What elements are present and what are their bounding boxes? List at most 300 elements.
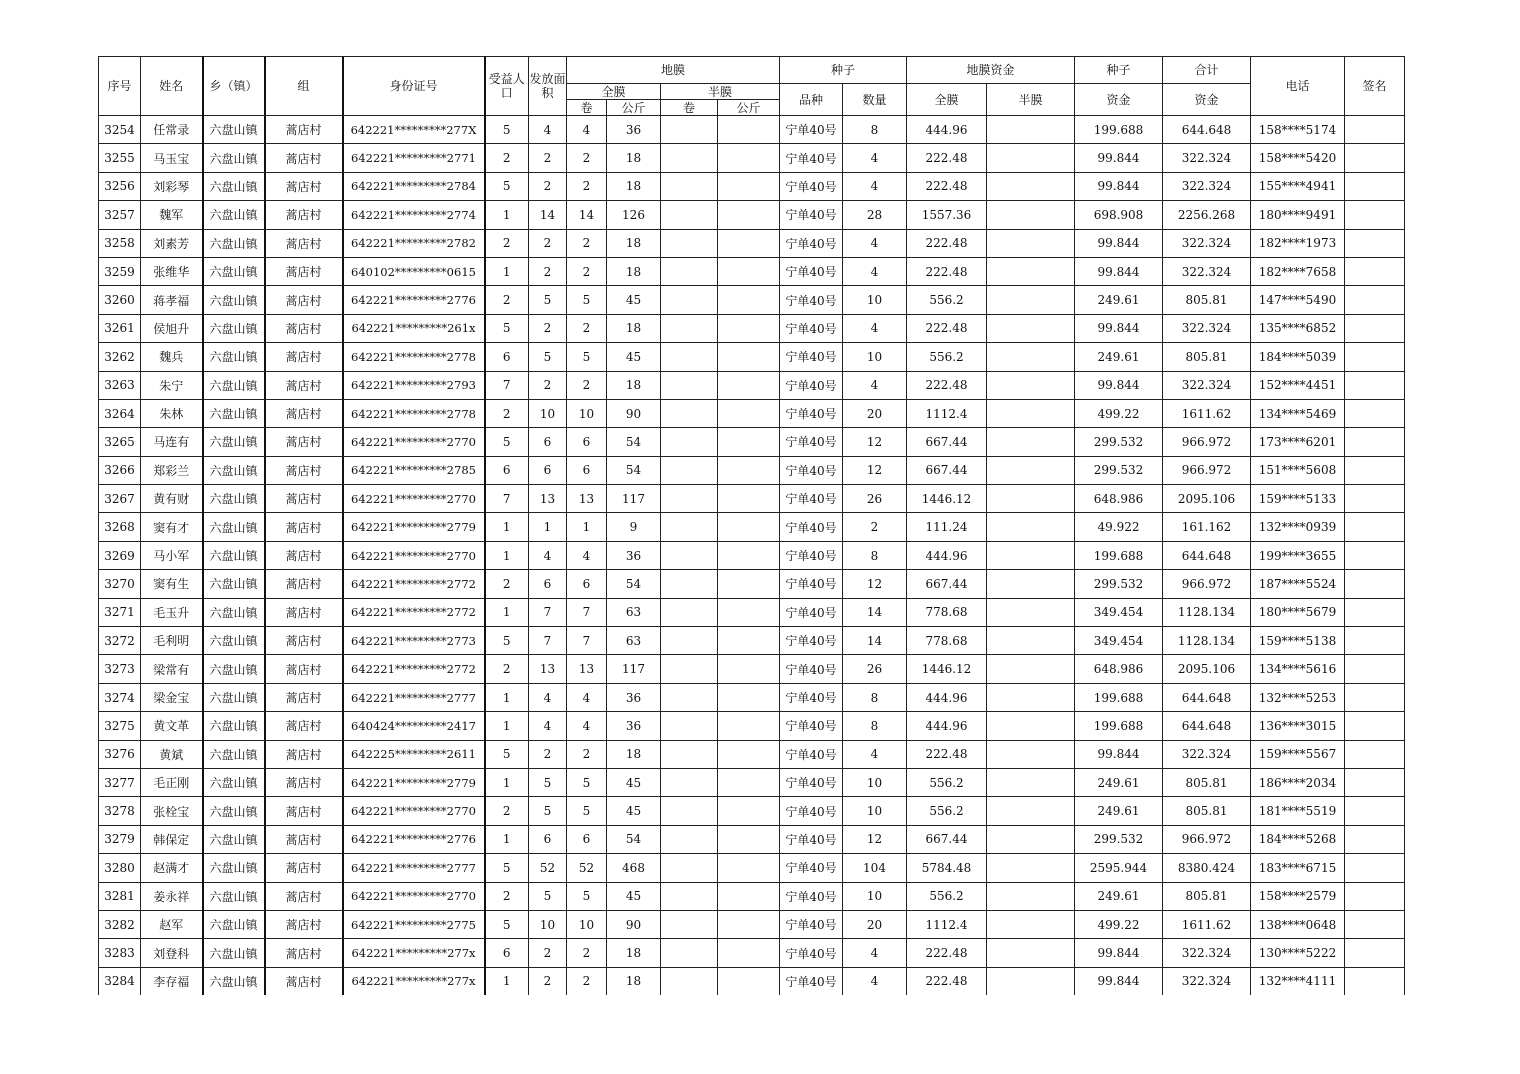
cell-total-fund: 1128.134	[1163, 627, 1251, 655]
cell-seq: 3254	[99, 116, 141, 144]
cell-id: 642221*********2785	[343, 456, 485, 484]
col-group-header: 组	[265, 57, 343, 116]
cell-quantity: 10	[843, 768, 907, 796]
cell-quantity: 8	[843, 683, 907, 711]
cell-id: 642221*********277x	[343, 939, 485, 967]
table-row	[99, 627, 1405, 655]
cell-quantity: 14	[843, 598, 907, 626]
cell-seed-fund: 99.844	[1075, 257, 1163, 285]
table-row	[99, 456, 1405, 484]
cell-signature	[1345, 456, 1405, 484]
cell-half-kg	[718, 712, 780, 740]
cell-half-kg	[718, 825, 780, 853]
cell-fund-half	[987, 939, 1075, 967]
cell-full-roll: 13	[567, 485, 607, 513]
cell-id: 642221*********261x	[343, 314, 485, 342]
cell-seq: 3269	[99, 541, 141, 569]
table-row	[99, 768, 1405, 796]
cell-fund-half	[987, 428, 1075, 456]
cell-full-roll: 4	[567, 683, 607, 711]
cell-variety: 宁单40号	[780, 910, 843, 938]
cell-group: 蒿店村	[265, 456, 343, 484]
cell-half-roll	[661, 627, 718, 655]
cell-full-kg: 18	[607, 229, 661, 257]
cell-phone: 187****5524	[1251, 570, 1345, 598]
cell-id: 642221*********277x	[343, 967, 485, 995]
cell-fund-half	[987, 116, 1075, 144]
table-row	[99, 541, 1405, 569]
cell-id: 640102*********0615	[343, 257, 485, 285]
cell-quantity: 26	[843, 485, 907, 513]
cell-group: 蒿店村	[265, 371, 343, 399]
cell-half-kg	[718, 740, 780, 768]
cell-fund-half	[987, 144, 1075, 172]
cell-area: 5	[529, 768, 567, 796]
cell-beneficiaries: 2	[485, 229, 529, 257]
cell-total-fund: 161.162	[1163, 513, 1251, 541]
cell-phone: 159****5138	[1251, 627, 1345, 655]
cell-full-roll: 5	[567, 343, 607, 371]
cell-full-roll: 6	[567, 825, 607, 853]
col-full-roll-header: 卷	[567, 100, 607, 116]
cell-variety: 宁单40号	[780, 854, 843, 882]
table-row	[99, 598, 1405, 626]
cell-seq: 3279	[99, 825, 141, 853]
cell-area: 2	[529, 144, 567, 172]
cell-name: 刘彩琴	[141, 172, 203, 200]
cell-seq: 3268	[99, 513, 141, 541]
cell-name: 郑彩兰	[141, 456, 203, 484]
cell-phone: 181****5519	[1251, 797, 1345, 825]
cell-group: 蒿店村	[265, 797, 343, 825]
cell-full-roll: 52	[567, 854, 607, 882]
cell-quantity: 4	[843, 371, 907, 399]
col-id-header: 身份证号	[343, 57, 485, 116]
cell-total-fund: 805.81	[1163, 882, 1251, 910]
cell-fund-half	[987, 967, 1075, 995]
cell-half-kg	[718, 343, 780, 371]
cell-half-kg	[718, 513, 780, 541]
table-row	[99, 485, 1405, 513]
cell-seq: 3262	[99, 343, 141, 371]
cell-half-kg	[718, 172, 780, 200]
cell-seed-fund: 99.844	[1075, 939, 1163, 967]
cell-fund-full: 1446.12	[907, 485, 987, 513]
cell-quantity: 4	[843, 939, 907, 967]
cell-township: 六盘山镇	[203, 939, 265, 967]
cell-total-fund: 322.324	[1163, 740, 1251, 768]
cell-full-roll: 7	[567, 598, 607, 626]
cell-fund-full: 222.48	[907, 939, 987, 967]
cell-full-kg: 18	[607, 257, 661, 285]
cell-seed-fund: 698.908	[1075, 201, 1163, 229]
cell-full-roll: 1	[567, 513, 607, 541]
cell-full-roll: 10	[567, 910, 607, 938]
cell-seq: 3284	[99, 967, 141, 995]
cell-full-kg: 36	[607, 683, 661, 711]
cell-full-roll: 5	[567, 768, 607, 796]
cell-full-roll: 2	[567, 172, 607, 200]
col-variety-header: 品种	[780, 84, 843, 116]
cell-phone: 158****5420	[1251, 144, 1345, 172]
cell-name: 黄有财	[141, 485, 203, 513]
cell-fund-full: 222.48	[907, 172, 987, 200]
cell-half-roll	[661, 513, 718, 541]
col-seed-fund-header: 资金	[1075, 84, 1163, 116]
cell-signature	[1345, 910, 1405, 938]
cell-half-kg	[718, 598, 780, 626]
cell-signature	[1345, 144, 1405, 172]
cell-half-kg	[718, 939, 780, 967]
cell-township: 六盘山镇	[203, 797, 265, 825]
cell-beneficiaries: 5	[485, 428, 529, 456]
cell-signature	[1345, 882, 1405, 910]
cell-township: 六盘山镇	[203, 343, 265, 371]
cell-group: 蒿店村	[265, 882, 343, 910]
cell-fund-full: 778.68	[907, 598, 987, 626]
cell-group: 蒿店村	[265, 201, 343, 229]
cell-quantity: 4	[843, 967, 907, 995]
col-mulch-header: 地膜	[567, 57, 780, 84]
cell-seq: 3276	[99, 740, 141, 768]
col-full-film-header: 全膜	[567, 84, 661, 100]
cell-fund-full: 222.48	[907, 144, 987, 172]
cell-area: 13	[529, 485, 567, 513]
cell-half-roll	[661, 485, 718, 513]
cell-fund-full: 222.48	[907, 314, 987, 342]
cell-fund-full: 556.2	[907, 768, 987, 796]
cell-phone: 180****9491	[1251, 201, 1345, 229]
cell-township: 六盘山镇	[203, 967, 265, 995]
cell-fund-half	[987, 598, 1075, 626]
cell-group: 蒿店村	[265, 598, 343, 626]
cell-fund-full: 222.48	[907, 740, 987, 768]
cell-id: 642221*********2770	[343, 797, 485, 825]
cell-township: 六盘山镇	[203, 172, 265, 200]
cell-full-kg: 18	[607, 939, 661, 967]
cell-fund-half	[987, 882, 1075, 910]
cell-signature	[1345, 428, 1405, 456]
cell-seq: 3270	[99, 570, 141, 598]
cell-fund-full: 556.2	[907, 797, 987, 825]
cell-fund-half	[987, 201, 1075, 229]
cell-group: 蒿店村	[265, 854, 343, 882]
cell-total-fund: 2095.106	[1163, 485, 1251, 513]
table-row	[99, 428, 1405, 456]
cell-half-roll	[661, 797, 718, 825]
cell-township: 六盘山镇	[203, 485, 265, 513]
cell-id: 642221*********2773	[343, 627, 485, 655]
cell-variety: 宁单40号	[780, 570, 843, 598]
cell-phone: 183****6715	[1251, 854, 1345, 882]
cell-name: 梁常有	[141, 655, 203, 683]
cell-beneficiaries: 1	[485, 768, 529, 796]
table-row	[99, 314, 1405, 342]
cell-seed-fund: 99.844	[1075, 967, 1163, 995]
cell-seed-fund: 2595.944	[1075, 854, 1163, 882]
cell-seed-fund: 499.22	[1075, 910, 1163, 938]
cell-seed-fund: 249.61	[1075, 343, 1163, 371]
cell-full-kg: 90	[607, 399, 661, 427]
cell-township: 六盘山镇	[203, 286, 265, 314]
cell-seq: 3283	[99, 939, 141, 967]
cell-fund-half	[987, 768, 1075, 796]
cell-township: 六盘山镇	[203, 541, 265, 569]
cell-full-kg: 45	[607, 343, 661, 371]
cell-seed-fund: 99.844	[1075, 144, 1163, 172]
cell-full-roll: 5	[567, 797, 607, 825]
cell-full-roll: 2	[567, 314, 607, 342]
cell-beneficiaries: 1	[485, 541, 529, 569]
cell-variety: 宁单40号	[780, 939, 843, 967]
cell-seq: 3280	[99, 854, 141, 882]
cell-signature	[1345, 854, 1405, 882]
cell-quantity: 10	[843, 797, 907, 825]
cell-half-roll	[661, 598, 718, 626]
cell-signature	[1345, 939, 1405, 967]
cell-id: 642221*********2782	[343, 229, 485, 257]
cell-fund-half	[987, 797, 1075, 825]
cell-seed-fund: 249.61	[1075, 768, 1163, 796]
cell-full-roll: 2	[567, 229, 607, 257]
cell-seq: 3271	[99, 598, 141, 626]
cell-group: 蒿店村	[265, 967, 343, 995]
cell-fund-half	[987, 399, 1075, 427]
cell-name: 毛玉升	[141, 598, 203, 626]
cell-phone: 158****5174	[1251, 116, 1345, 144]
cell-fund-full: 444.96	[907, 712, 987, 740]
cell-quantity: 2	[843, 513, 907, 541]
cell-township: 六盘山镇	[203, 513, 265, 541]
cell-id: 642221*********2771	[343, 144, 485, 172]
cell-full-kg: 18	[607, 314, 661, 342]
cell-seed-fund: 249.61	[1075, 286, 1163, 314]
cell-total-fund: 644.648	[1163, 116, 1251, 144]
table-row	[99, 116, 1405, 144]
cell-beneficiaries: 5	[485, 116, 529, 144]
cell-phone: 134****5469	[1251, 399, 1345, 427]
cell-fund-half	[987, 541, 1075, 569]
cell-area: 2	[529, 740, 567, 768]
cell-total-fund: 805.81	[1163, 343, 1251, 371]
cell-half-roll	[661, 144, 718, 172]
cell-phone: 135****6852	[1251, 314, 1345, 342]
cell-phone: 130****5222	[1251, 939, 1345, 967]
cell-group: 蒿店村	[265, 570, 343, 598]
cell-name: 赵军	[141, 910, 203, 938]
cell-full-roll: 2	[567, 371, 607, 399]
cell-id: 642221*********2770	[343, 882, 485, 910]
cell-township: 六盘山镇	[203, 201, 265, 229]
cell-full-kg: 54	[607, 825, 661, 853]
cell-total-fund: 322.324	[1163, 967, 1251, 995]
col-signature-header: 签名	[1345, 57, 1405, 116]
cell-name: 姜永祥	[141, 882, 203, 910]
col-area-header: 发放面积	[529, 57, 567, 116]
cell-beneficiaries: 2	[485, 286, 529, 314]
col-seed-fund-group-header: 种子	[1075, 57, 1163, 84]
cell-name: 窦有生	[141, 570, 203, 598]
cell-area: 4	[529, 712, 567, 740]
cell-signature	[1345, 712, 1405, 740]
table-row	[99, 144, 1405, 172]
cell-area: 2	[529, 314, 567, 342]
cell-phone: 152****4451	[1251, 371, 1345, 399]
cell-township: 六盘山镇	[203, 428, 265, 456]
cell-township: 六盘山镇	[203, 683, 265, 711]
cell-total-fund: 1611.62	[1163, 910, 1251, 938]
cell-variety: 宁单40号	[780, 598, 843, 626]
cell-group: 蒿店村	[265, 399, 343, 427]
cell-half-roll	[661, 257, 718, 285]
cell-township: 六盘山镇	[203, 712, 265, 740]
cell-group: 蒿店村	[265, 343, 343, 371]
cell-variety: 宁单40号	[780, 797, 843, 825]
cell-variety: 宁单40号	[780, 627, 843, 655]
cell-variety: 宁单40号	[780, 513, 843, 541]
cell-full-kg: 117	[607, 485, 661, 513]
cell-half-roll	[661, 172, 718, 200]
cell-beneficiaries: 1	[485, 257, 529, 285]
cell-half-kg	[718, 655, 780, 683]
cell-full-kg: 18	[607, 967, 661, 995]
cell-beneficiaries: 1	[485, 683, 529, 711]
cell-half-kg	[718, 286, 780, 314]
cell-full-kg: 117	[607, 655, 661, 683]
cell-full-kg: 468	[607, 854, 661, 882]
cell-id: 642221*********2777	[343, 854, 485, 882]
table-row	[99, 257, 1405, 285]
cell-id: 642221*********2770	[343, 428, 485, 456]
col-mulch-fund-header: 地膜资金	[907, 57, 1075, 84]
cell-full-roll: 10	[567, 399, 607, 427]
table-row	[99, 683, 1405, 711]
cell-beneficiaries: 1	[485, 201, 529, 229]
cell-fund-half	[987, 825, 1075, 853]
cell-seq: 3282	[99, 910, 141, 938]
cell-area: 14	[529, 201, 567, 229]
cell-seq: 3265	[99, 428, 141, 456]
cell-total-fund: 966.972	[1163, 456, 1251, 484]
cell-name: 韩保定	[141, 825, 203, 853]
cell-group: 蒿店村	[265, 910, 343, 938]
cell-seq: 3259	[99, 257, 141, 285]
cell-beneficiaries: 6	[485, 939, 529, 967]
cell-half-kg	[718, 229, 780, 257]
cell-name: 魏军	[141, 201, 203, 229]
cell-variety: 宁单40号	[780, 456, 843, 484]
cell-full-kg: 36	[607, 712, 661, 740]
cell-id: 642221*********2793	[343, 371, 485, 399]
table-row	[99, 712, 1405, 740]
cell-total-fund: 8380.424	[1163, 854, 1251, 882]
cell-township: 六盘山镇	[203, 257, 265, 285]
cell-total-fund: 322.324	[1163, 314, 1251, 342]
cell-fund-full: 778.68	[907, 627, 987, 655]
table-row	[99, 910, 1405, 938]
cell-seed-fund: 99.844	[1075, 229, 1163, 257]
cell-fund-half	[987, 712, 1075, 740]
cell-township: 六盘山镇	[203, 768, 265, 796]
cell-seq: 3272	[99, 627, 141, 655]
cell-half-kg	[718, 201, 780, 229]
cell-variety: 宁单40号	[780, 286, 843, 314]
table-row	[99, 939, 1405, 967]
cell-beneficiaries: 5	[485, 854, 529, 882]
cell-full-roll: 14	[567, 201, 607, 229]
cell-fund-half	[987, 740, 1075, 768]
cell-full-roll: 4	[567, 541, 607, 569]
cell-quantity: 4	[843, 144, 907, 172]
cell-area: 5	[529, 797, 567, 825]
cell-variety: 宁单40号	[780, 428, 843, 456]
cell-full-kg: 18	[607, 740, 661, 768]
cell-seed-fund: 49.922	[1075, 513, 1163, 541]
col-half-roll-header: 卷	[661, 100, 718, 116]
cell-area: 2	[529, 229, 567, 257]
cell-beneficiaries: 1	[485, 513, 529, 541]
cell-half-kg	[718, 683, 780, 711]
cell-full-kg: 54	[607, 428, 661, 456]
cell-group: 蒿店村	[265, 257, 343, 285]
cell-total-fund: 1128.134	[1163, 598, 1251, 626]
cell-fund-full: 667.44	[907, 825, 987, 853]
cell-full-roll: 13	[567, 655, 607, 683]
cell-id: 642221*********2772	[343, 598, 485, 626]
cell-beneficiaries: 1	[485, 598, 529, 626]
cell-id: 642221*********2776	[343, 286, 485, 314]
cell-name: 马连有	[141, 428, 203, 456]
cell-half-roll	[661, 712, 718, 740]
cell-signature	[1345, 286, 1405, 314]
cell-group: 蒿店村	[265, 428, 343, 456]
cell-total-fund: 644.648	[1163, 541, 1251, 569]
cell-full-kg: 18	[607, 172, 661, 200]
cell-seq: 3255	[99, 144, 141, 172]
cell-id: 642221*********277X	[343, 116, 485, 144]
cell-fund-full: 444.96	[907, 541, 987, 569]
cell-half-roll	[661, 399, 718, 427]
cell-beneficiaries: 5	[485, 627, 529, 655]
cell-name: 黄斌	[141, 740, 203, 768]
cell-total-fund: 322.324	[1163, 371, 1251, 399]
cell-variety: 宁单40号	[780, 882, 843, 910]
cell-id: 642221*********2784	[343, 172, 485, 200]
cell-signature	[1345, 513, 1405, 541]
cell-half-roll	[661, 910, 718, 938]
cell-seed-fund: 349.454	[1075, 627, 1163, 655]
cell-variety: 宁单40号	[780, 371, 843, 399]
cell-half-roll	[661, 854, 718, 882]
cell-half-roll	[661, 314, 718, 342]
cell-group: 蒿店村	[265, 513, 343, 541]
cell-full-roll: 4	[567, 116, 607, 144]
cell-full-roll: 5	[567, 882, 607, 910]
cell-fund-half	[987, 257, 1075, 285]
cell-area: 4	[529, 541, 567, 569]
cell-id: 642221*********2779	[343, 768, 485, 796]
cell-area: 2	[529, 257, 567, 285]
cell-seed-fund: 349.454	[1075, 598, 1163, 626]
cell-seed-fund: 299.532	[1075, 428, 1163, 456]
cell-area: 1	[529, 513, 567, 541]
col-name-header: 姓名	[141, 57, 203, 116]
cell-variety: 宁单40号	[780, 485, 843, 513]
col-phone-header: 电话	[1251, 57, 1345, 116]
cell-fund-half	[987, 286, 1075, 314]
cell-variety: 宁单40号	[780, 655, 843, 683]
cell-quantity: 28	[843, 201, 907, 229]
